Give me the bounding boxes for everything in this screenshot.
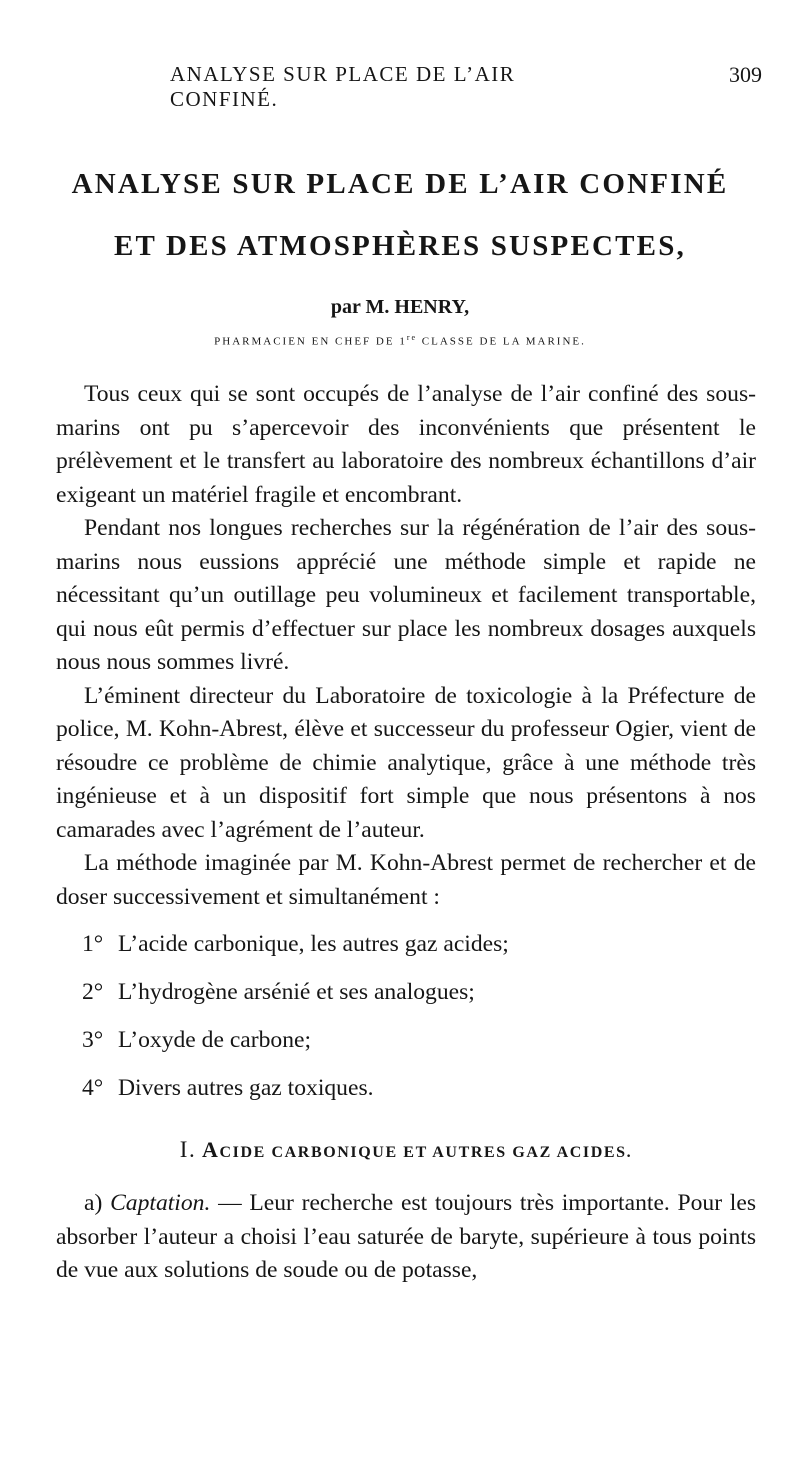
list-item-number: 3° xyxy=(82,1027,104,1053)
page-number: 309 xyxy=(729,62,762,87)
running-head: ANALYSE SUR PLACE DE L’AIR CONFINÉ. xyxy=(170,62,516,111)
list-item-text: L’hydrogène arsénié et ses analogues; xyxy=(118,979,475,1005)
affiliation-post: CLASSE DE LA MARINE. xyxy=(417,335,586,348)
author-name: M. HENRY, xyxy=(365,296,470,318)
article-title-line-2: ET DES ATMOSPHÈRES SUSPECTES, xyxy=(113,230,686,262)
paragraph-label: a) xyxy=(84,1190,103,1216)
list-item xyxy=(56,1064,756,1112)
paragraph: La méthode imaginée par M. Kohn-Abrest permet de rechercher et de doser successivement et simultanément : xyxy=(56,850,756,910)
list-item xyxy=(56,920,756,968)
list-item-number: 2° xyxy=(82,979,104,1005)
body-text xyxy=(56,378,756,1288)
list-item-number: 1° xyxy=(82,931,104,957)
section-title-rest: CIDE CARBONIQUE ET AUTRES GAZ ACIDES. xyxy=(219,1144,633,1161)
list-item xyxy=(56,1016,756,1064)
affiliation-sup: re xyxy=(406,333,418,342)
paragraph: Pendant nos longues recherches sur la régénération de l’air des sous-marins nous eussions apprécié une méthode simple et rapide ne nécessitant qu’un outillage peu volumineux et facilement transportable, qui nous eût permis d’effectuer sur place les nombreux dosages auxquels nous nous sommes livré. xyxy=(56,515,756,675)
section-number: I. xyxy=(179,1137,197,1162)
list-item-text: L’acide carbonique, les autres gaz acides; xyxy=(118,931,509,957)
author-by: par xyxy=(330,296,361,318)
author-affiliation xyxy=(60,333,740,348)
paragraph xyxy=(56,1187,756,1288)
section-title-initial: A xyxy=(201,1137,220,1162)
paragraph-text: — Leur recherche est toujours très importante. Pour les absorber l’auteur a choisi l’eau saturée de baryte, supérieure à tous points de vue aux solutions de soude ou de potasse, xyxy=(56,1190,757,1283)
article-title-line-1: ANALYSE SUR PLACE DE L’AIR CONFINÉ xyxy=(71,168,729,200)
list-item xyxy=(56,968,756,1016)
paragraph: L’éminent directeur du Laboratoire de toxicologie à la Préfecture de police, M. Kohn-Abrest, élève et successeur du professeur Ogier, vient de résoudre ce problème de chimie analytique, grâce à une méthode très ingénieuse et à un dispositif fort simple que nous présentons à nos camarades avec l’agrément de l’auteur. xyxy=(56,682,756,843)
list-item-number: 4° xyxy=(82,1075,104,1101)
author-line xyxy=(40,296,760,319)
affiliation-pre: PHARMACIEN EN CHEF DE 1 xyxy=(214,335,407,348)
paragraph-italic-term: Captation. xyxy=(110,1190,211,1216)
list-item-text: L’oxyde de carbone; xyxy=(118,1027,312,1053)
section-heading xyxy=(56,1130,756,1173)
paragraph: Tous ceux qui se sont occupés de l’analyse de l’air confiné des sous-marins ont pu s’apercevoir des inconvénients que présentent le prélèvement et le transfert au laboratoire des nombreux échantillons d’air exigeant un matériel fragile et encombrant. xyxy=(56,381,756,508)
list-item-text: Divers autres gaz toxiques. xyxy=(118,1075,374,1101)
